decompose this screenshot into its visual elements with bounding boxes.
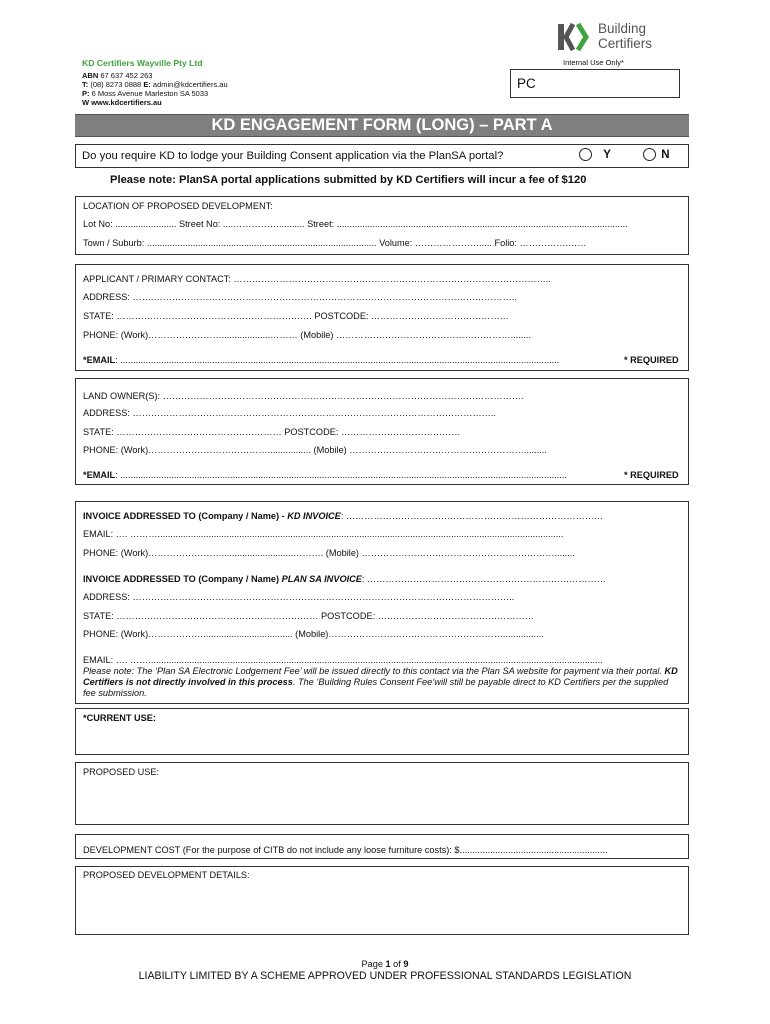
page-number: Page 1 of 9 <box>361 959 409 969</box>
applicant-box <box>75 264 689 371</box>
location-lot-street-field[interactable]: Lot No: ........................ Street No: ....…………….......... Street: .................................................................................................................. <box>83 219 628 229</box>
company-web: W www.kdcertifiers.au <box>82 98 162 107</box>
plansa-invoice-note: Please note: The ‘Plan SA Electronic Lodgement Fee’ will be issued directly to this contact via the Plan SA website for payment via their portal. KD Certifiers is not directly involved in this process. The ‘Building Rules Consent Fee’will still be payable direct to KD Certifiers per the supplied fee submission. <box>83 666 678 698</box>
form-title-bar <box>75 114 689 137</box>
internal-use-box[interactable] <box>510 69 680 98</box>
proposed-details-label: PROPOSED DEVELOPMENT DETAILS: <box>83 870 250 880</box>
current-use-label: *CURRENT USE: <box>83 713 156 723</box>
location-heading: LOCATION OF PROPOSED DEVELOPMENT: <box>83 201 273 211</box>
proposed-details-box[interactable] <box>75 866 689 935</box>
plansa-invoice-address-field[interactable]: ADDRESS: …………………………………………………………………………………………………………….. <box>83 592 515 602</box>
owner-phone-field[interactable]: PHONE: (Work)…………………………………................. (Mobile) …………………………………………………......... <box>83 445 547 455</box>
plansa-yes-radio[interactable] <box>579 148 592 161</box>
owner-email-field[interactable]: *EMAIL: ............................................................................................................................................................................... <box>83 470 567 480</box>
plansa-invoice-phone-field[interactable]: PHONE: (Work)………………................................... (Mobile)…………………………………………………................ <box>83 629 544 639</box>
applicant-state-postcode-field[interactable]: STATE: ………………………………………………………. POSTCODE: ……………………………………… <box>83 311 509 321</box>
development-cost-field[interactable]: DEVELOPMENT COST (For the purpose of CITB do not include any loose furniture costs): $.......................................................... <box>83 845 608 855</box>
plansa-no-option[interactable]: N <box>643 148 670 161</box>
plansa-no-radio[interactable] <box>643 148 656 161</box>
internal-use-value: PC <box>517 76 536 91</box>
applicant-required-note: * REQUIRED <box>624 355 679 365</box>
owner-required-note: * REQUIRED <box>624 470 679 480</box>
form-title: KD ENGAGEMENT FORM (LONG) – PART A <box>211 116 553 134</box>
plansa-invoice-email-field[interactable]: EMAIL: …. …….................................................................................................................................................................................. <box>83 655 603 665</box>
location-suburb-volume-folio-field[interactable]: Town / Suburb: .......................................................................................... Volume: …………………..... Folio: …………….…… <box>83 238 587 248</box>
applicant-phone-field[interactable]: PHONE: (Work)……………………...................……… (Mobile) …………………………………………………........ <box>83 330 531 340</box>
applicant-address-field[interactable]: ADDRESS: …….……………………………………………………………………………………………………….. <box>83 292 517 302</box>
owner-state-postcode-field[interactable]: STATE: ……………………………………………… POSTCODE: ………………………………… <box>83 427 461 437</box>
proposed-use-box[interactable] <box>75 762 689 825</box>
plansa-fee-note: Please note: PlanSA portal applications submitted by KD Certifiers will incur a fee of $120 <box>110 174 587 186</box>
company-contact: T: (08) 8273 0888 E: admin@kdcertifiers.au <box>82 80 228 89</box>
kd-logo-mark-icon <box>556 21 596 53</box>
plansa-invoice-field[interactable]: INVOICE ADDRESSED TO (Company / Name) PLAN SA INVOICE: …………………………………………………………………… <box>83 574 606 584</box>
kd-logo <box>556 20 676 54</box>
location-box <box>75 196 689 255</box>
applicant-email-field[interactable]: *EMAIL: ............................................................................................................................................................................ <box>83 355 560 365</box>
owner-box <box>75 378 689 485</box>
plansa-invoice-state-postcode-field[interactable]: STATE: ………………………………………………………… POSTCODE: …………………………………………… <box>83 611 534 621</box>
proposed-use-label: PROPOSED USE: <box>83 767 160 777</box>
kd-invoice-phone-field[interactable]: PHONE: (Work)……………………............................………. (Mobile) ………………………………………………………........ <box>83 548 575 558</box>
invoice-box <box>75 501 689 704</box>
current-use-box[interactable] <box>75 708 689 755</box>
company-name: KD Certifiers Wayville Pty Ltd <box>82 58 203 68</box>
internal-use-label: Internal Use Only* <box>563 58 624 67</box>
liability-footer: LIABILITY LIMITED BY A SCHEME APPROVED UNDER PROFESSIONAL STANDARDS LEGISLATION <box>138 970 632 982</box>
plansa-yes-option[interactable]: Y <box>579 148 611 161</box>
owner-name-field[interactable]: LAND OWNER(S): ………………………………………………………………………………………………………. <box>83 391 524 401</box>
applicant-name-field[interactable]: APPLICANT / PRIMARY CONTACT: ………………………………………………………………………………………….. <box>83 274 551 284</box>
company-address: P: 6 Moss Avenue Marleston SA 5033 <box>82 89 209 98</box>
company-abn: ABN 67 637 452 263 <box>82 71 153 80</box>
logo-text-certifiers: Certifiers <box>598 36 653 51</box>
kd-invoice-email-field[interactable]: EMAIL: …. ………............................................................................................................................................................... <box>83 529 564 539</box>
logo-text-building: Building <box>598 21 647 36</box>
kd-invoice-field[interactable]: INVOICE ADDRESSED TO (Company / Name) - KD INVOICE: ………………………………………………………………………… <box>83 511 604 521</box>
development-cost-box[interactable] <box>75 834 689 859</box>
plansa-question-box <box>75 144 689 168</box>
owner-address-field[interactable]: ADDRESS: ……………………………………………………………………………………………………….. <box>83 408 496 418</box>
plansa-question: Do you require KD to lodge your Building Consent application via the PlanSA portal? <box>82 150 504 162</box>
